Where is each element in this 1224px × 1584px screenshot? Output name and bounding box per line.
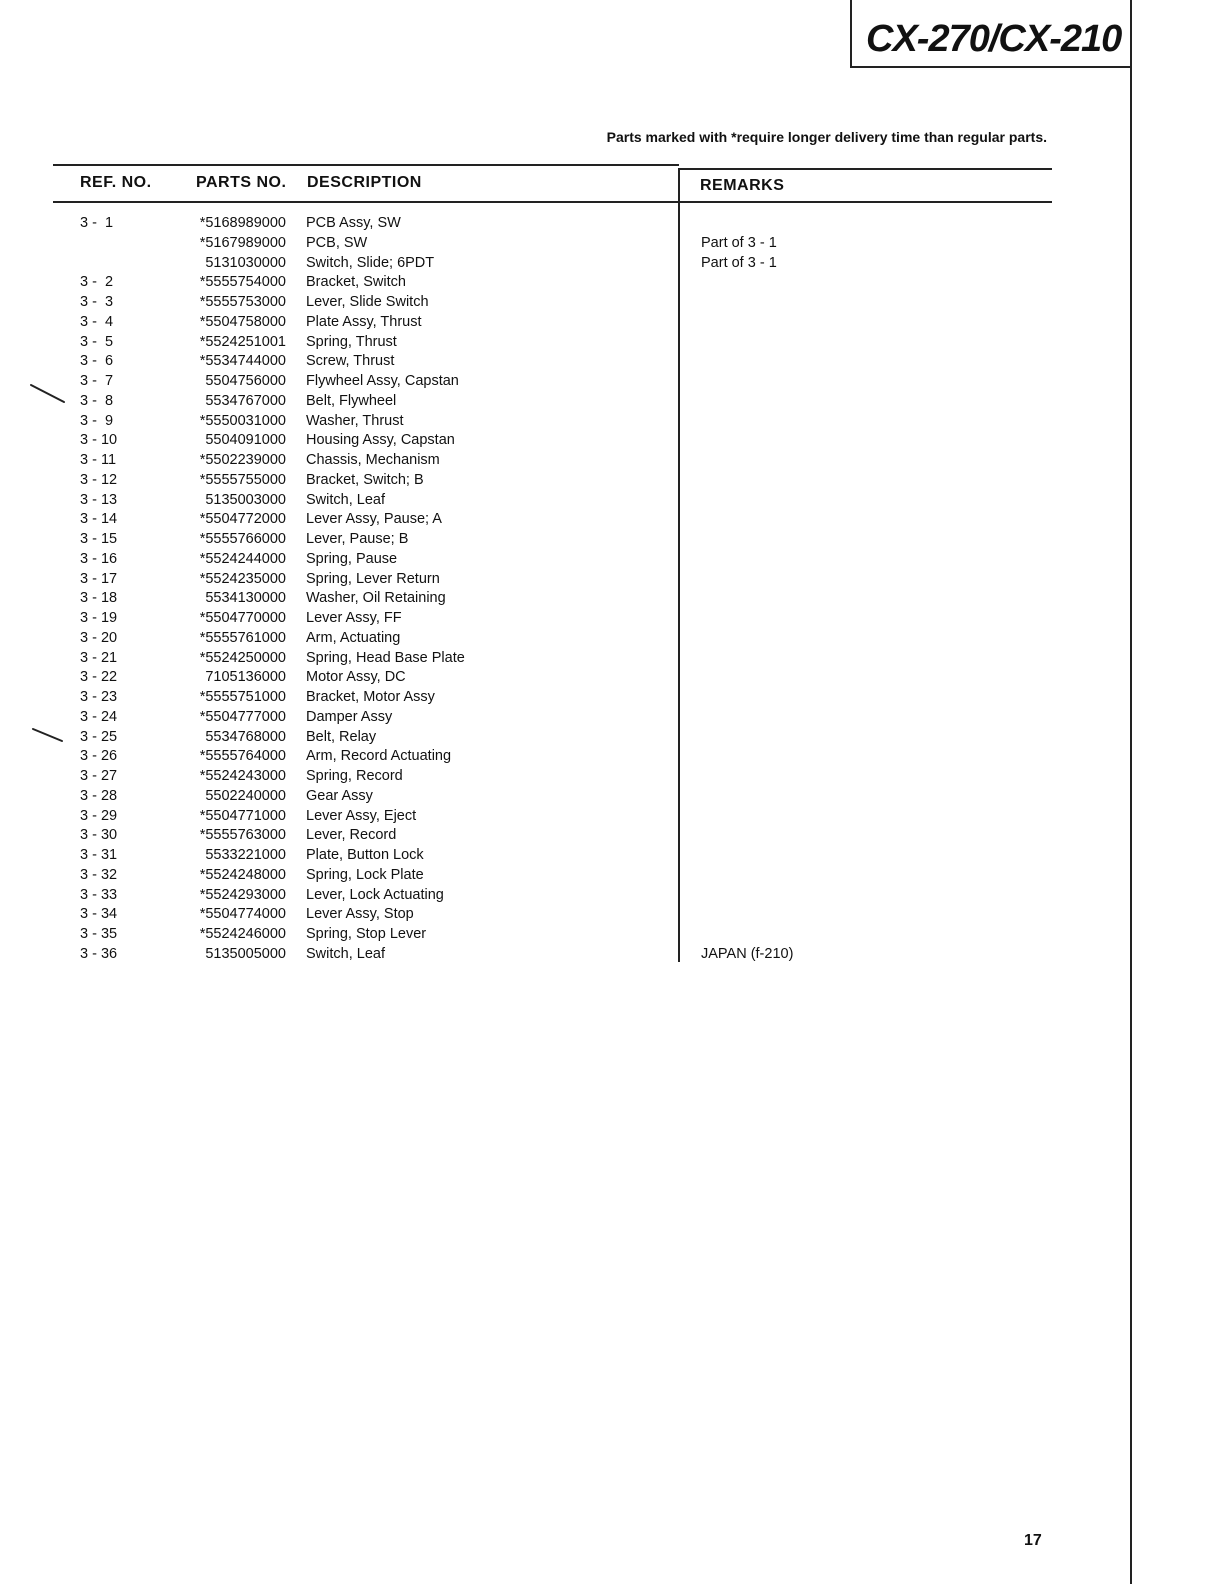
column-header-description: DESCRIPTION xyxy=(307,174,422,191)
ref-no-cell: 3 - 19 xyxy=(80,610,118,626)
description-cell: Lever Assy, Eject xyxy=(306,807,417,824)
parts-no-cell: *5504758000 xyxy=(199,313,286,330)
ref-no-cell: 3 - 4 xyxy=(80,313,114,330)
table-row xyxy=(0,589,1224,609)
parts-no-cell: *5555764000 xyxy=(199,748,286,765)
table-row xyxy=(0,352,1224,372)
ref-no-cell: 3 - 14 xyxy=(80,511,118,528)
parts-no-cell: *5555761000 xyxy=(199,629,286,646)
column-header-remarks: REMARKS xyxy=(700,177,785,194)
description-cell: Bracket, Motor Assy xyxy=(306,689,435,705)
description-cell: Spring, Head Base Plate xyxy=(306,649,465,666)
ref-no-cell: 3 - 33 xyxy=(80,886,118,903)
parts-no-cell: *5524293000 xyxy=(199,886,286,903)
description-cell: Motor Assy, DC xyxy=(306,669,406,686)
ref-no-cell: 3 - 15 xyxy=(80,531,118,547)
description-cell: Plate, Button Lock xyxy=(306,847,424,863)
ref-no-cell: 3 - 35 xyxy=(80,926,118,942)
parts-no-cell: 5504091000 xyxy=(205,432,286,449)
table-row xyxy=(0,609,1224,629)
table-row xyxy=(0,846,1224,866)
parts-no-cell: *5555766000 xyxy=(199,531,286,547)
ref-no-cell: 3 - 26 xyxy=(80,748,118,765)
table-row xyxy=(0,491,1224,511)
description-cell: Lever, Record xyxy=(306,827,397,844)
parts-no-cell: *5502239000 xyxy=(199,452,286,468)
description-cell: Washer, Oil Retaining xyxy=(306,590,446,607)
parts-no-cell: 5135005000 xyxy=(205,945,286,962)
ref-no-cell: 3 - 3 xyxy=(80,294,114,310)
description-cell: Spring, Record xyxy=(306,768,403,784)
parts-no-cell: 5534130000 xyxy=(205,590,286,607)
parts-no-cell: 5131030000 xyxy=(205,254,286,271)
table-row xyxy=(0,826,1224,846)
table-row xyxy=(0,510,1224,530)
parts-no-cell: 5534768000 xyxy=(205,728,286,745)
parts-no-cell: *5555751000 xyxy=(199,689,286,705)
table-row xyxy=(0,649,1224,669)
parts-no-cell: 5504756000 xyxy=(205,373,286,389)
table-row xyxy=(0,728,1224,748)
description-cell: Flywheel Assy, Capstan xyxy=(306,373,459,389)
description-cell: Housing Assy, Capstan xyxy=(306,432,455,449)
parts-no-cell: *5504777000 xyxy=(199,708,286,725)
parts-no-cell: 7105136000 xyxy=(205,669,286,686)
parts-no-cell: *5524244000 xyxy=(199,550,286,567)
description-cell: Belt, Relay xyxy=(306,728,377,745)
table-row xyxy=(0,293,1224,313)
remarks-cell: Part of 3 - 1 xyxy=(701,254,777,271)
parts-no-cell: *5524235000 xyxy=(199,570,286,587)
ref-no-cell: 3 - 32 xyxy=(80,866,118,883)
description-cell: PCB Assy, SW xyxy=(306,215,401,231)
description-cell: Switch, Leaf xyxy=(306,491,385,508)
ref-no-cell: 3 - 31 xyxy=(80,847,118,863)
description-cell: Damper Assy xyxy=(306,708,393,725)
description-cell: Washer, Thrust xyxy=(306,412,404,429)
parts-no-cell: *5555753000 xyxy=(199,294,286,310)
description-cell: Lever, Pause; B xyxy=(306,531,409,547)
table-row xyxy=(0,333,1224,353)
model-title: CX-270/CX-210 xyxy=(866,18,1122,60)
ref-no-cell: 3 - 27 xyxy=(80,768,118,784)
table-header-bottom-rule xyxy=(53,201,1052,203)
table-row xyxy=(0,570,1224,590)
ref-no-cell: 3 - 24 xyxy=(80,708,118,725)
table-row xyxy=(0,254,1224,274)
table-row xyxy=(0,471,1224,491)
parts-no-cell: *5524243000 xyxy=(199,768,286,784)
description-cell: Gear Assy xyxy=(306,787,373,804)
ref-no-cell: 3 - 20 xyxy=(80,629,118,646)
ref-no-cell: 3 - 7 xyxy=(80,373,114,389)
parts-no-cell: *5524250000 xyxy=(199,649,286,666)
table-row xyxy=(0,708,1224,728)
table-row xyxy=(0,451,1224,471)
description-cell: Arm, Actuating xyxy=(306,629,401,646)
remarks-cell: JAPAN (f-210) xyxy=(701,945,794,962)
table-row xyxy=(0,412,1224,432)
table-row xyxy=(0,372,1224,392)
ref-no-cell: 3 - 9 xyxy=(80,412,114,429)
ref-no-cell: 3 - 12 xyxy=(80,471,118,488)
table-row xyxy=(0,905,1224,925)
ref-no-cell: 3 - 13 xyxy=(80,491,118,508)
ref-no-cell: 3 - 1 xyxy=(80,215,114,231)
ref-no-cell: 3 - 30 xyxy=(80,827,118,844)
description-cell: Bracket, Switch xyxy=(306,274,406,291)
parts-no-cell: *5504770000 xyxy=(199,610,286,626)
ref-no-cell: 3 - 2 xyxy=(80,274,114,291)
description-cell: Lever Assy, Pause; A xyxy=(306,511,442,528)
description-cell: Chassis, Mechanism xyxy=(306,452,440,468)
column-header-parts-no: PARTS NO. xyxy=(196,174,287,191)
parts-no-cell: *5555755000 xyxy=(199,471,286,488)
parts-no-cell: 5502240000 xyxy=(205,787,286,804)
ref-no-cell: 3 - 28 xyxy=(80,787,118,804)
ref-no-cell: 3 - 29 xyxy=(80,807,118,824)
description-cell: Spring, Lever Return xyxy=(306,570,440,587)
parts-no-cell: *5555754000 xyxy=(199,274,286,291)
ref-no-cell: 3 - 11 xyxy=(80,452,117,468)
table-row xyxy=(0,925,1224,945)
pencil-mark-icon xyxy=(28,382,68,406)
parts-no-cell: *5167989000 xyxy=(199,234,286,251)
parts-no-cell: 5534767000 xyxy=(205,392,286,409)
ref-no-cell: 3 - 25 xyxy=(80,728,118,745)
parts-no-cell: *5524246000 xyxy=(199,926,286,942)
parts-no-cell: *5504774000 xyxy=(199,906,286,923)
ref-no-cell: 3 - 16 xyxy=(80,550,118,567)
table-top-rule-right xyxy=(679,168,1052,170)
parts-no-cell: *5524248000 xyxy=(199,866,286,883)
table-row xyxy=(0,629,1224,649)
description-cell: Screw, Thrust xyxy=(306,353,395,370)
column-header-ref-no: REF. NO. xyxy=(80,174,152,191)
table-row xyxy=(0,787,1224,807)
parts-no-cell: *5524251001 xyxy=(199,333,286,350)
description-cell: Spring, Pause xyxy=(306,550,398,567)
parts-no-cell: *5504771000 xyxy=(199,807,286,824)
parts-no-cell: *5550031000 xyxy=(199,412,286,429)
table-row xyxy=(0,431,1224,451)
table-row xyxy=(0,214,1224,234)
pencil-mark-icon xyxy=(30,726,66,746)
ref-no-cell: 3 - 34 xyxy=(80,906,118,923)
description-cell: Lever Assy, FF xyxy=(306,610,402,626)
description-cell: Spring, Lock Plate xyxy=(306,866,424,883)
description-cell: Lever, Lock Actuating xyxy=(306,886,444,903)
table-row xyxy=(0,392,1224,412)
description-cell: Belt, Flywheel xyxy=(306,392,397,409)
parts-no-cell: *5168989000 xyxy=(199,215,286,231)
delivery-note: Parts marked with *require longer delivery time than regular parts. xyxy=(606,129,1047,145)
table-row xyxy=(0,668,1224,688)
description-cell: Plate Assy, Thrust xyxy=(306,313,422,330)
description-cell: Spring, Thrust xyxy=(306,333,397,350)
table-row xyxy=(0,945,1224,965)
table-row xyxy=(0,688,1224,708)
parts-no-cell: *5534744000 xyxy=(199,353,286,370)
ref-no-cell: 3 - 6 xyxy=(80,353,114,370)
table-row xyxy=(0,234,1224,254)
ref-no-cell: 3 - 21 xyxy=(80,649,118,666)
description-cell: PCB, SW xyxy=(306,234,368,251)
ref-no-cell: 3 - 5 xyxy=(80,333,114,350)
description-cell: Lever, Slide Switch xyxy=(306,294,429,310)
table-row xyxy=(0,807,1224,827)
parts-no-cell: 5135003000 xyxy=(205,491,286,508)
description-cell: Spring, Stop Lever xyxy=(306,926,427,942)
table-row xyxy=(0,530,1224,550)
table-row xyxy=(0,767,1224,787)
table-row xyxy=(0,313,1224,333)
page-number: 17 xyxy=(1024,1532,1042,1549)
ref-no-cell: 3 - 22 xyxy=(80,669,118,686)
parts-no-cell: 5533221000 xyxy=(205,847,286,863)
ref-no-cell: 3 - 36 xyxy=(80,945,118,962)
description-cell: Arm, Record Actuating xyxy=(306,748,452,765)
table-row xyxy=(0,886,1224,906)
description-cell: Bracket, Switch; B xyxy=(306,471,424,488)
ref-no-cell: 3 - 10 xyxy=(80,432,118,449)
ref-no-cell: 3 - 23 xyxy=(80,689,118,705)
description-cell: Lever Assy, Stop xyxy=(306,906,414,923)
parts-table-body xyxy=(0,214,1224,965)
remarks-cell: Part of 3 - 1 xyxy=(701,234,777,251)
parts-no-cell: *5555763000 xyxy=(199,827,286,844)
table-top-rule-left xyxy=(53,164,679,166)
table-row xyxy=(0,866,1224,886)
table-row xyxy=(0,273,1224,293)
table-row xyxy=(0,747,1224,767)
description-cell: Switch, Leaf xyxy=(306,945,385,962)
table-row xyxy=(0,550,1224,570)
ref-no-cell: 3 - 8 xyxy=(80,392,114,409)
ref-no-cell: 3 - 18 xyxy=(80,590,118,607)
parts-no-cell: *5504772000 xyxy=(199,511,286,528)
description-cell: Switch, Slide; 6PDT xyxy=(306,254,435,271)
ref-no-cell: 3 - 17 xyxy=(80,570,118,587)
